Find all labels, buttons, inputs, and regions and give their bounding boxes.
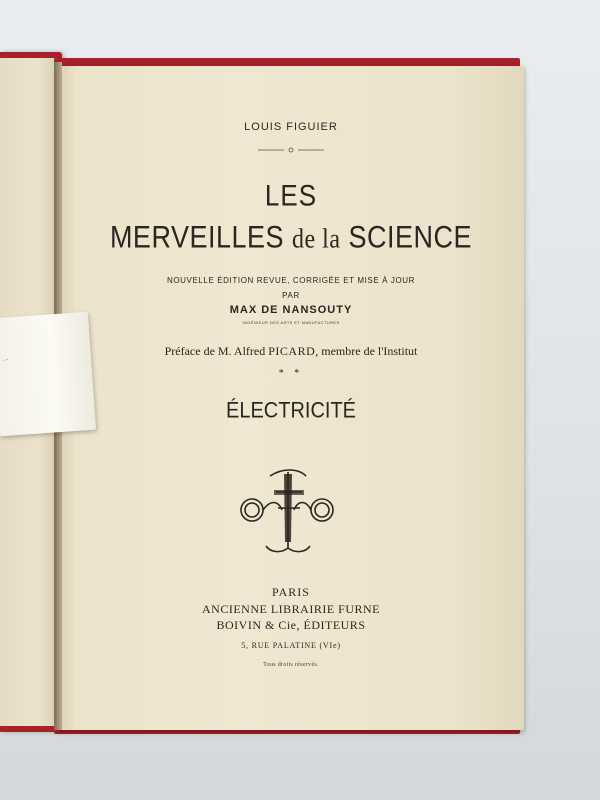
preface-part-c: , membre de l'Institut — [315, 344, 418, 358]
publisher-address: 5, RUE PALATINE (VIe) — [241, 641, 341, 650]
publisher-line-1: ANCIENNE LIBRAIRIE FURNE — [202, 602, 380, 616]
editor-name: MAX DE NANSOUTY — [229, 304, 353, 316]
preface-part-a: Préface de M. Alfred — [164, 344, 269, 358]
title-line-2 — [58, 220, 524, 256]
volume-stars: * * — [278, 368, 304, 379]
edition-note: NOUVELLE ÉDITION REVUE, CORRIGÉE ET MISE À JOUR — [166, 276, 416, 285]
rights-notice: Tous droits réservés. — [263, 662, 319, 668]
preface-line — [58, 344, 524, 359]
par-label: PAR — [282, 291, 300, 300]
publisher-line-2: BOIVIN & Cie, ÉDITEURS — [216, 618, 366, 632]
title-part-c: SCIENCE — [340, 219, 473, 255]
publisher-monogram-icon — [230, 462, 346, 558]
preface-part-b: PICARD — [268, 344, 316, 358]
volume-title: ÉLECTRICITÉ — [225, 398, 357, 424]
title-part-b: de la — [292, 224, 341, 255]
ornament-top — [58, 146, 524, 154]
title-line-1: LES — [264, 177, 318, 213]
publication-city: PARIS — [272, 585, 310, 599]
author-name: LOUIS FIGUIER — [244, 121, 338, 133]
editor-title: INGÉNIEUR DES ARTS ET MANUFACTURES — [242, 320, 340, 325]
title-part-a: MERVEILLES — [109, 219, 293, 255]
slip-handwriting: ... — [0, 352, 10, 364]
